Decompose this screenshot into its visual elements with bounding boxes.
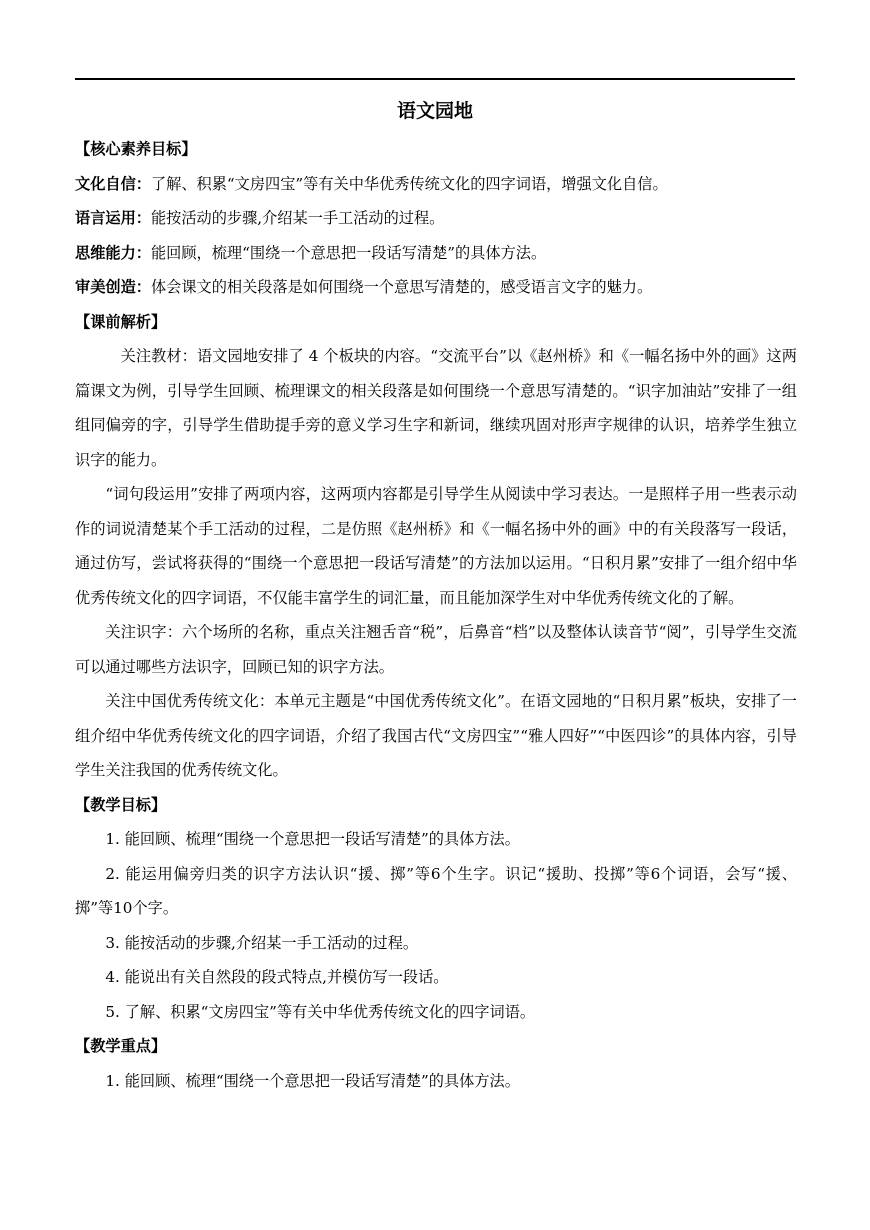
objective-item: 1. 能回顾、梳理“围绕一个意思把一段话写清楚”的具体方法。 [105, 830, 520, 848]
objective-item: 4. 能说出有关自然段的段式特点,并模仿写一段话。 [105, 968, 449, 986]
analysis-paragraph-textbook: 关注教材：语文园地安排了 4 个板块的内容。“交流平台”以《赵州桥》和《一幅名扬中外的画》这两篇课文为例，引导学生回顾、梳理课文的相关段落是如何围绕一个意思写清楚的。“识字加油站”安排了一组组同偏旁的字，引导学生借助提手旁的意义学习生字和新词，继续巩固对形声字规律的认识，培养学生独立识字的能力。 [75, 347, 797, 469]
objective-item: 2. 能运用偏旁归类的识字方法认识“援、掷”等6个生字。识记“援助、投掷”等6个词语，会写“援、掷”等10个字。 [75, 864, 797, 917]
goal-text: 能按活动的步骤,介绍某一手工活动的过程。 [150, 209, 445, 227]
goal-text: 能回顾，梳理“围绕一个意思把一段话写清楚”的具体方法。 [150, 243, 547, 262]
key-point-item: 1. 能回顾、梳理“围绕一个意思把一段话写清楚”的具体方法。 [105, 1071, 520, 1090]
objective-item: 3. 能按活动的步骤,介绍某一手工活动的过程。 [105, 933, 419, 952]
goal-label: 文化自信： [75, 174, 151, 193]
core-goal-language [75, 201, 797, 236]
document-body [75, 132, 797, 1098]
page-title: 语文园地 [396, 100, 473, 122]
core-goal-culture [75, 167, 797, 202]
analysis-paragraph-culture: 关注中国优秀传统文化：本单元主题是“中国优秀传统文化”。在语文园地的“日积月累”板块，安排了一组介绍中华优秀传统文化的四字词语，介绍了我国古代“文房四宝”“雅人四好”“中医四诊”的具体内容，引导学生关注我国的优秀传统文化。 [75, 692, 797, 779]
goal-text: 了解、积累“文房四宝”等有关中华优秀传统文化的四字词语，增强文化自信。 [150, 174, 668, 193]
goal-text: 体会课文的相关段落是如何围绕一个意思写清楚的，感受语言文字的魅力。 [150, 278, 653, 296]
analysis-paragraph-literacy: 关注识字：六个场所的名称，重点关注翘舌音“税”，后鼻音“档”以及整体认读音节“阅”，引导学生交流可以通过哪些方法识字，回顾已知的识字方法。 [75, 623, 797, 676]
analysis-paragraph-usage: “词句段运用”安排了两项内容，这两项内容都是引导学生从阅读中学习表达。一是照样子用一些表示动作的词说清楚某个手工活动的过程，二是仿照《赵州桥》和《一幅名扬中外的画》中的有关段落写一段话，通过仿写，尝试将获得的“围绕一个意思把一段话写清楚”的方法加以运用。“日积月累”安排了一组介绍中华优秀传统文化的四字词语，不仅能丰富学生的词汇量，而且能加深学生对中华优秀传统文化的了解。 [75, 485, 797, 607]
section-heading-objectives: 【教学目标】 [75, 795, 167, 814]
section-heading-core: 【核心素养目标】 [75, 140, 197, 158]
header-rule [75, 78, 795, 80]
section-heading-key-points: 【教学重点】 [75, 1037, 167, 1055]
goal-label: 语言运用： [75, 209, 151, 227]
goal-label: 审美创造： [75, 278, 151, 296]
core-goal-aesthetic [75, 270, 797, 305]
goal-label: 思维能力： [75, 243, 151, 262]
section-heading-analysis: 【课前解析】 [75, 312, 167, 331]
objective-item: 5. 了解、积累“文房四宝”等有关中华优秀传统文化的四字词语。 [105, 1002, 536, 1021]
core-goal-thinking [75, 236, 797, 271]
